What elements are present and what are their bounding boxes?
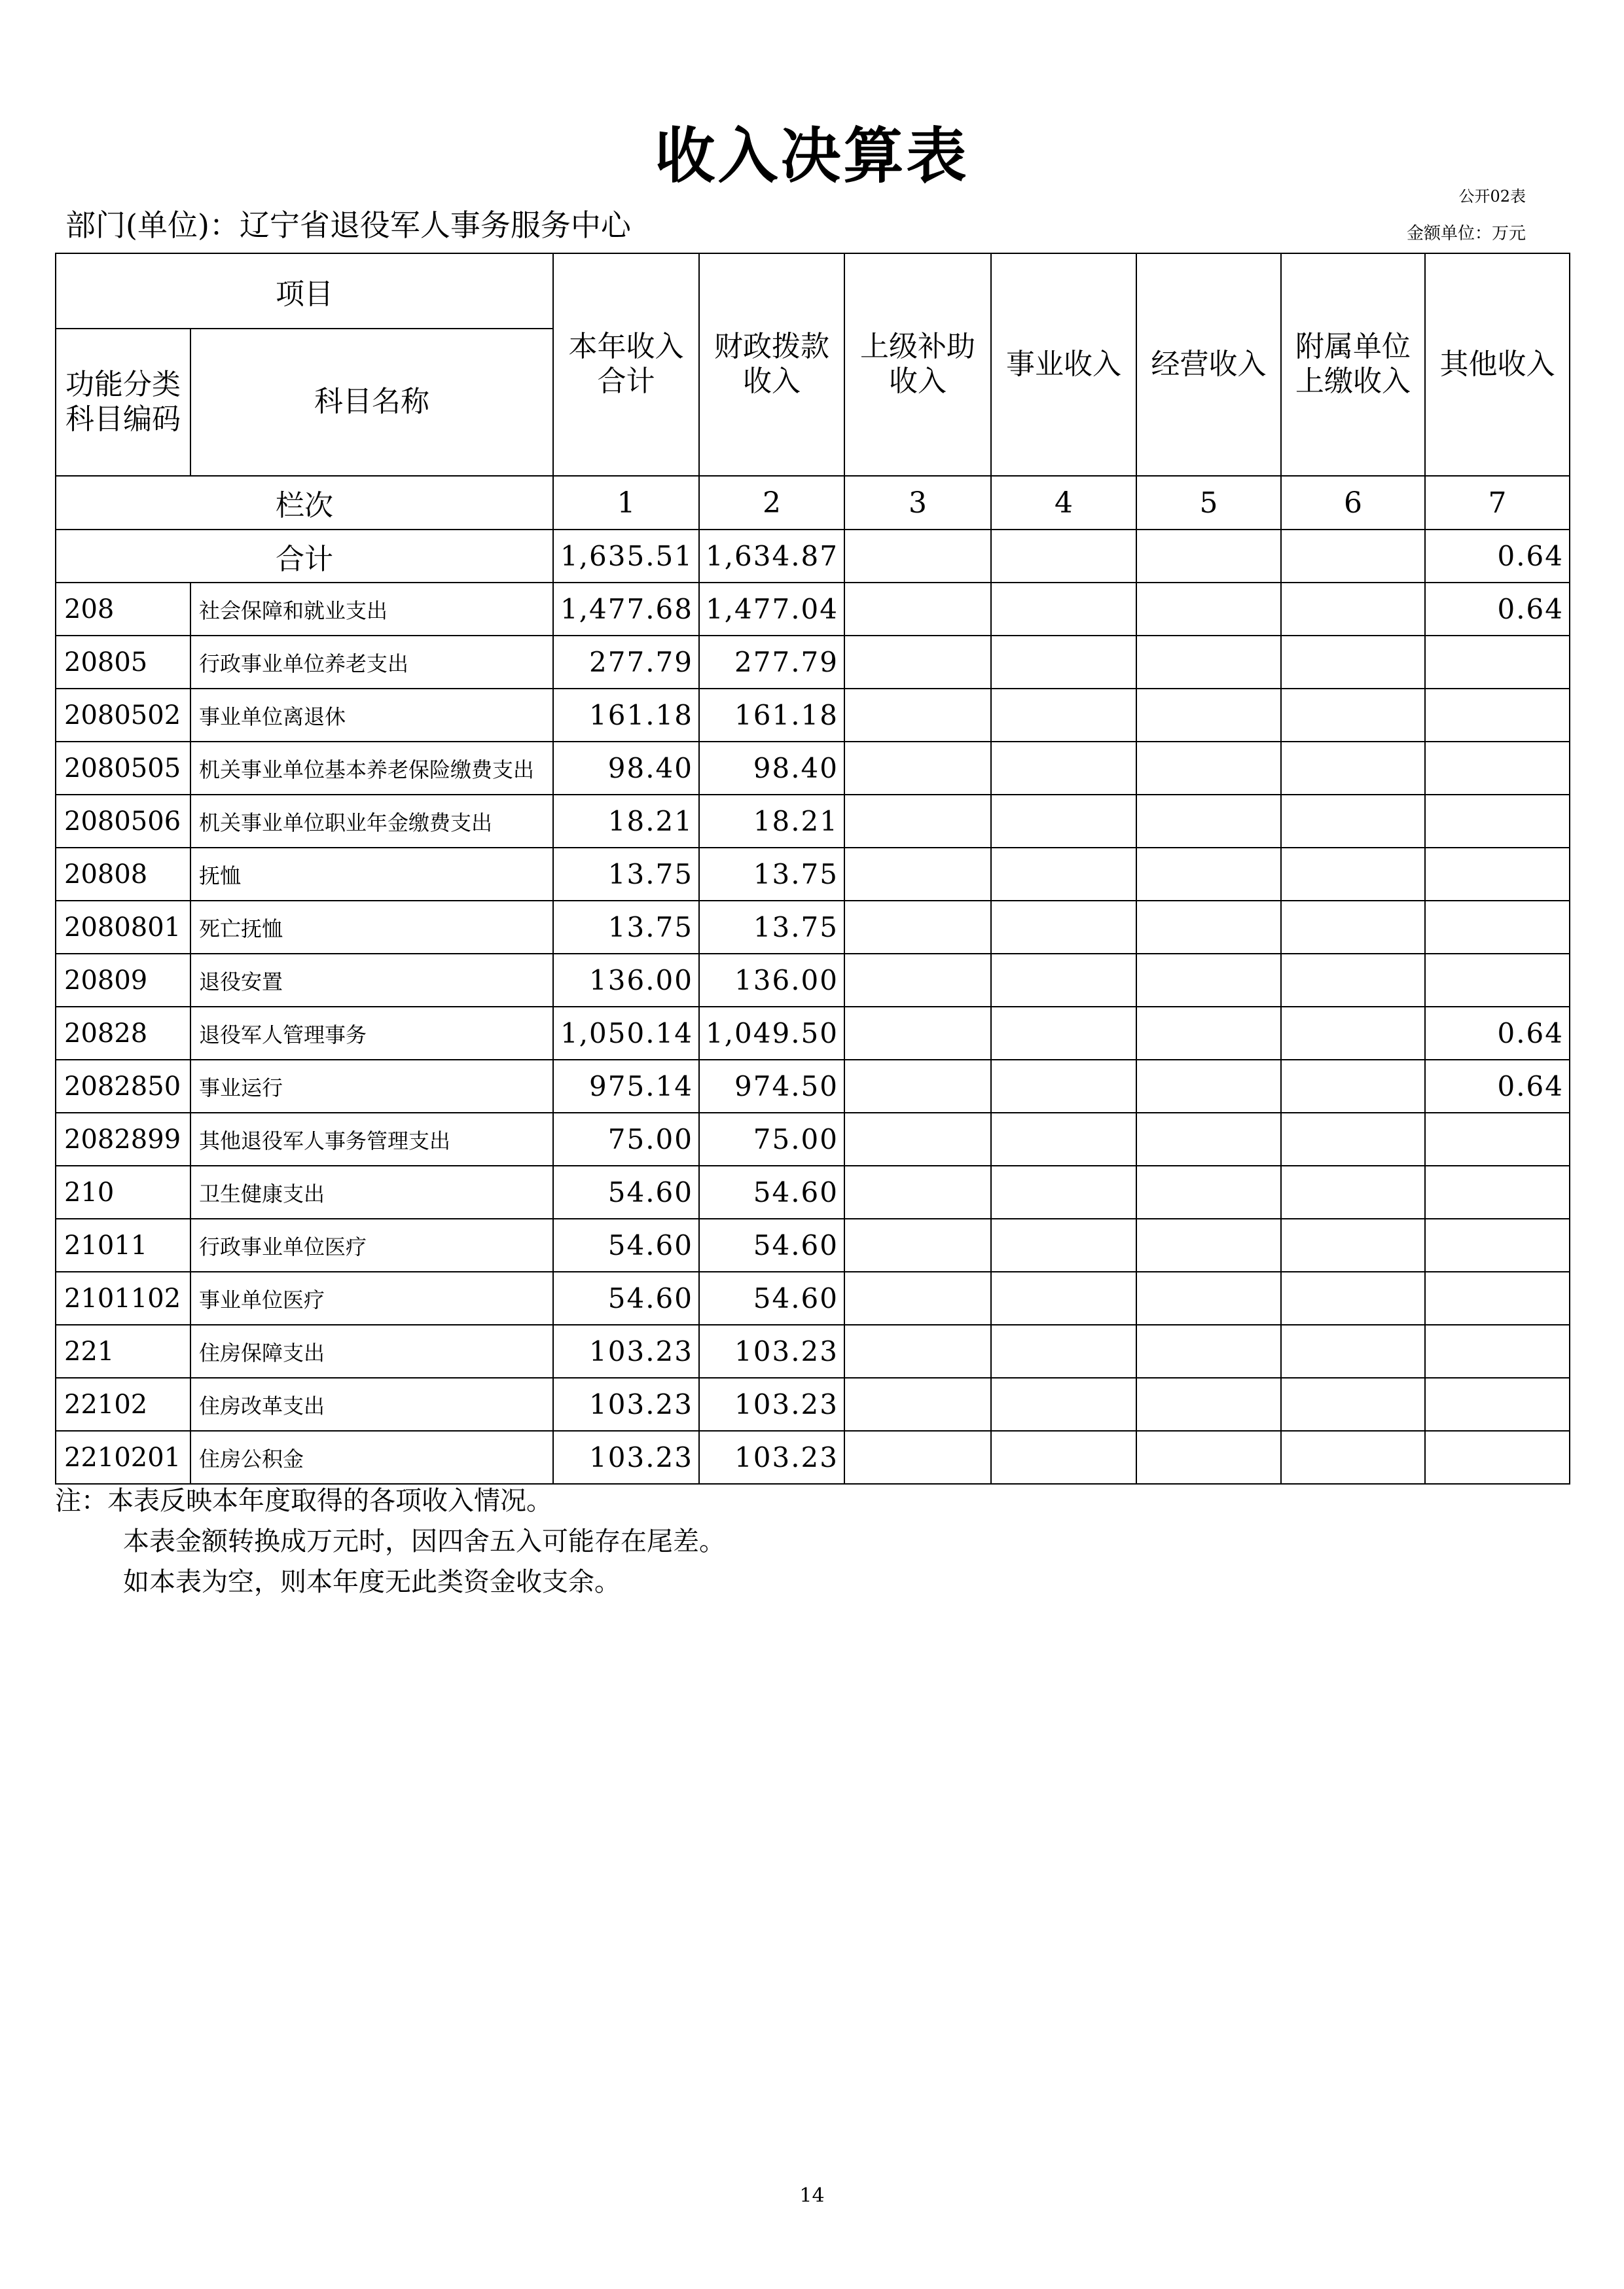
table-row — [56, 954, 1570, 1007]
subject-name-cell: 行政事业单位养老支出 — [190, 636, 553, 689]
subject-name-cell: 行政事业单位医疗 — [190, 1219, 553, 1272]
amount-cell — [1281, 1378, 1425, 1431]
amount-cell — [991, 1325, 1136, 1378]
amount-cell — [1281, 742, 1425, 795]
table-row — [56, 1113, 1570, 1166]
amount-cell — [991, 1007, 1136, 1060]
amount-cell — [844, 795, 991, 848]
amount-cell — [1281, 583, 1425, 636]
amount-cell — [1425, 1431, 1570, 1484]
page-title: 收入决算表 — [655, 121, 969, 191]
amount-cell — [1425, 1166, 1570, 1219]
amount-cell — [1136, 1060, 1281, 1113]
amount-cell: 54.60 — [699, 1166, 844, 1219]
amount-cell — [991, 1219, 1136, 1272]
func-code-cell: 22102 — [56, 1378, 190, 1431]
amount-cell — [1425, 636, 1570, 689]
subject-name-cell: 社会保障和就业支出 — [190, 583, 553, 636]
amount-cell — [844, 901, 991, 954]
table-row — [56, 901, 1570, 954]
amount-cell — [1136, 901, 1281, 954]
amount-cell: 136.00 — [699, 954, 844, 1007]
table-row — [56, 1325, 1570, 1378]
amount-cell: 75.00 — [699, 1113, 844, 1166]
amount-cell: 18.21 — [699, 795, 844, 848]
amount-cell: 1,049.50 — [699, 1007, 844, 1060]
header-operating-income: 经营收入 — [1136, 253, 1281, 476]
column-number-row — [56, 476, 1570, 530]
amount-cell — [844, 1325, 991, 1378]
amount-cell — [991, 689, 1136, 742]
subject-name-cell: 退役安置 — [190, 954, 553, 1007]
header-subject-name: 科目名称 — [190, 329, 553, 476]
amount-cell — [991, 636, 1136, 689]
header-superior-subsidy: 上级补助 收入 — [844, 253, 991, 476]
amount-cell — [1281, 636, 1425, 689]
table-row — [56, 1431, 1570, 1484]
amount-cell — [1281, 1325, 1425, 1378]
table-notes — [55, 1481, 725, 1602]
amount-cell — [1136, 954, 1281, 1007]
func-code-cell: 20809 — [56, 954, 190, 1007]
subject-name-cell: 事业单位医疗 — [190, 1272, 553, 1325]
amount-cell — [1425, 1272, 1570, 1325]
amount-cell — [844, 583, 991, 636]
table-row — [56, 1166, 1570, 1219]
total-value: 1,635.51 — [553, 530, 699, 583]
subject-name-cell: 住房保障支出 — [190, 1325, 553, 1378]
amount-cell: 161.18 — [553, 689, 699, 742]
income-table — [55, 253, 1570, 1485]
subject-name-cell: 机关事业单位职业年金缴费支出 — [190, 795, 553, 848]
func-code-cell: 20808 — [56, 848, 190, 901]
func-code-cell: 208 — [56, 583, 190, 636]
amount-cell — [1425, 1113, 1570, 1166]
amount-cell — [1425, 1219, 1570, 1272]
func-code-cell: 20828 — [56, 1007, 190, 1060]
func-code-cell: 2080502 — [56, 689, 190, 742]
amount-cell — [991, 901, 1136, 954]
column-number: 2 — [699, 476, 844, 530]
amount-cell — [1425, 1325, 1570, 1378]
amount-cell — [991, 954, 1136, 1007]
header-item: 项目 — [56, 253, 553, 329]
amount-cell: 1,050.14 — [553, 1007, 699, 1060]
amount-cell — [1136, 689, 1281, 742]
func-code-cell: 2210201 — [56, 1431, 190, 1484]
amount-cell: 1,477.68 — [553, 583, 699, 636]
amount-cell — [1281, 1007, 1425, 1060]
table-row — [56, 636, 1570, 689]
header-affiliated-income: 附属单位 上缴收入 — [1281, 253, 1425, 476]
column-number: 6 — [1281, 476, 1425, 530]
amount-cell — [991, 583, 1136, 636]
amount-cell — [1425, 795, 1570, 848]
amount-cell — [844, 1060, 991, 1113]
amount-cell — [1281, 1219, 1425, 1272]
header-other-income: 其他收入 — [1425, 253, 1570, 476]
amount-cell — [1281, 1272, 1425, 1325]
total-value: 1,634.87 — [699, 530, 844, 583]
note-line: 本表金额转换成万元时，因四舍五入可能存在尾差。 — [123, 1526, 725, 1557]
subject-name-cell: 住房改革支出 — [190, 1378, 553, 1431]
func-code-cell: 2080505 — [56, 742, 190, 795]
header-fiscal-appropriation: 财政拨款 收入 — [699, 253, 844, 476]
amount-cell — [1136, 742, 1281, 795]
amount-cell: 103.23 — [553, 1325, 699, 1378]
amount-cell — [1136, 1113, 1281, 1166]
total-value — [991, 530, 1136, 583]
func-code-cell: 210 — [56, 1166, 190, 1219]
amount-cell — [844, 1113, 991, 1166]
amount-cell — [1425, 848, 1570, 901]
amount-cell: 103.23 — [699, 1378, 844, 1431]
amount-cell — [844, 848, 991, 901]
subject-name-cell: 退役军人管理事务 — [190, 1007, 553, 1060]
subject-name-cell: 事业单位离退休 — [190, 689, 553, 742]
amount-cell — [991, 1060, 1136, 1113]
amount-cell: 103.23 — [553, 1378, 699, 1431]
table-row — [56, 848, 1570, 901]
amount-cell — [844, 954, 991, 1007]
amount-cell — [844, 689, 991, 742]
amount-cell — [1136, 1272, 1281, 1325]
total-value — [844, 530, 991, 583]
amount-cell — [1136, 1431, 1281, 1484]
total-value — [1136, 530, 1281, 583]
department-label: 部门(单位)：辽宁省退役军人事务服务中心 — [65, 207, 631, 243]
amount-cell — [1425, 742, 1570, 795]
table-row — [56, 795, 1570, 848]
header-func-code: 功能分类 科目编码 — [56, 329, 190, 476]
subject-name-cell: 抚恤 — [190, 848, 553, 901]
table-row — [56, 1060, 1570, 1113]
amount-cell: 277.79 — [553, 636, 699, 689]
amount-cell — [844, 1272, 991, 1325]
column-number: 7 — [1425, 476, 1570, 530]
total-label: 合计 — [56, 530, 553, 583]
amount-cell — [1136, 1166, 1281, 1219]
amount-cell — [844, 1166, 991, 1219]
amount-cell: 277.79 — [699, 636, 844, 689]
amount-cell: 974.50 — [699, 1060, 844, 1113]
amount-cell: 13.75 — [699, 848, 844, 901]
amount-cell — [1136, 795, 1281, 848]
amount-cell: 161.18 — [699, 689, 844, 742]
amount-cell — [1425, 954, 1570, 1007]
table-row — [56, 689, 1570, 742]
amount-cell: 13.75 — [553, 901, 699, 954]
amount-cell: 13.75 — [699, 901, 844, 954]
amount-cell — [1425, 901, 1570, 954]
amount-cell: 18.21 — [553, 795, 699, 848]
amount-cell — [1281, 1431, 1425, 1484]
amount-cell — [844, 742, 991, 795]
amount-cell: 0.64 — [1425, 583, 1570, 636]
amount-cell — [844, 636, 991, 689]
subject-name-cell: 其他退役军人事务管理支出 — [190, 1113, 553, 1166]
amount-cell: 54.60 — [553, 1272, 699, 1325]
amount-cell — [991, 742, 1136, 795]
header-total-income: 本年收入 合计 — [553, 253, 699, 476]
amount-cell — [1136, 636, 1281, 689]
amount-cell: 0.64 — [1425, 1007, 1570, 1060]
amount-cell — [1136, 1007, 1281, 1060]
column-number: 4 — [991, 476, 1136, 530]
amount-cell — [844, 1007, 991, 1060]
column-number: 3 — [844, 476, 991, 530]
amount-cell: 54.60 — [699, 1272, 844, 1325]
table-row — [56, 583, 1570, 636]
table-row — [56, 1219, 1570, 1272]
amount-cell: 98.40 — [553, 742, 699, 795]
amount-cell — [1136, 1378, 1281, 1431]
amount-cell: 0.64 — [1425, 1060, 1570, 1113]
amount-cell: 975.14 — [553, 1060, 699, 1113]
amount-cell — [1281, 1060, 1425, 1113]
amount-cell: 13.75 — [553, 848, 699, 901]
amount-cell — [1281, 848, 1425, 901]
amount-cell — [991, 1272, 1136, 1325]
func-code-cell: 2082850 — [56, 1060, 190, 1113]
func-code-cell: 21011 — [56, 1219, 190, 1272]
table-row — [56, 1007, 1570, 1060]
amount-cell: 136.00 — [553, 954, 699, 1007]
amount-cell — [1136, 1219, 1281, 1272]
amount-cell — [1281, 954, 1425, 1007]
amount-cell — [844, 1378, 991, 1431]
amount-cell — [1281, 901, 1425, 954]
amount-cell — [1425, 689, 1570, 742]
table-row — [56, 742, 1570, 795]
amount-cell: 103.23 — [553, 1431, 699, 1484]
column-number: 1 — [553, 476, 699, 530]
table-row — [56, 1272, 1570, 1325]
amount-cell: 54.60 — [553, 1219, 699, 1272]
amount-cell — [844, 1219, 991, 1272]
note-line: 如本表为空，则本年度无此类资金收支余。 — [123, 1567, 621, 1597]
amount-cell — [991, 1431, 1136, 1484]
func-code-cell: 221 — [56, 1325, 190, 1378]
amount-cell — [1281, 1166, 1425, 1219]
amount-cell — [1425, 1378, 1570, 1431]
amount-cell — [1136, 848, 1281, 901]
header-business-income: 事业收入 — [991, 253, 1136, 476]
amount-cell — [1136, 1325, 1281, 1378]
total-value: 0.64 — [1425, 530, 1570, 583]
amount-cell — [1281, 795, 1425, 848]
note-line: 注：本表反映本年度取得的各项收入情况。 — [55, 1486, 552, 1516]
amount-cell — [991, 1378, 1136, 1431]
total-row — [56, 530, 1570, 583]
subject-name-cell: 事业运行 — [190, 1060, 553, 1113]
column-number: 5 — [1136, 476, 1281, 530]
amount-cell: 103.23 — [699, 1325, 844, 1378]
amount-cell — [991, 1113, 1136, 1166]
table-code: 公开02表 — [1458, 187, 1526, 206]
total-value — [1281, 530, 1425, 583]
amount-cell: 75.00 — [553, 1113, 699, 1166]
amount-cell — [1136, 583, 1281, 636]
func-code-cell: 2080801 — [56, 901, 190, 954]
amount-cell — [844, 1431, 991, 1484]
subject-name-cell: 死亡抚恤 — [190, 901, 553, 954]
amount-cell: 1,477.04 — [699, 583, 844, 636]
amount-cell — [991, 848, 1136, 901]
func-code-cell: 20805 — [56, 636, 190, 689]
subject-name-cell: 机关事业单位基本养老保险缴费支出 — [190, 742, 553, 795]
table-row — [56, 1378, 1570, 1431]
subject-name-cell: 住房公积金 — [190, 1431, 553, 1484]
amount-cell: 54.60 — [553, 1166, 699, 1219]
amount-cell: 103.23 — [699, 1431, 844, 1484]
amount-unit: 金额单位：万元 — [1406, 224, 1526, 243]
amount-cell: 98.40 — [699, 742, 844, 795]
amount-cell — [1281, 689, 1425, 742]
func-code-cell: 2080506 — [56, 795, 190, 848]
column-number-label: 栏次 — [56, 476, 553, 530]
amount-cell — [1281, 1113, 1425, 1166]
amount-cell — [991, 795, 1136, 848]
func-code-cell: 2082899 — [56, 1113, 190, 1166]
subject-name-cell: 卫生健康支出 — [190, 1166, 553, 1219]
amount-cell — [991, 1166, 1136, 1219]
page-number: 14 — [799, 2184, 825, 2207]
amount-cell: 54.60 — [699, 1219, 844, 1272]
func-code-cell: 2101102 — [56, 1272, 190, 1325]
